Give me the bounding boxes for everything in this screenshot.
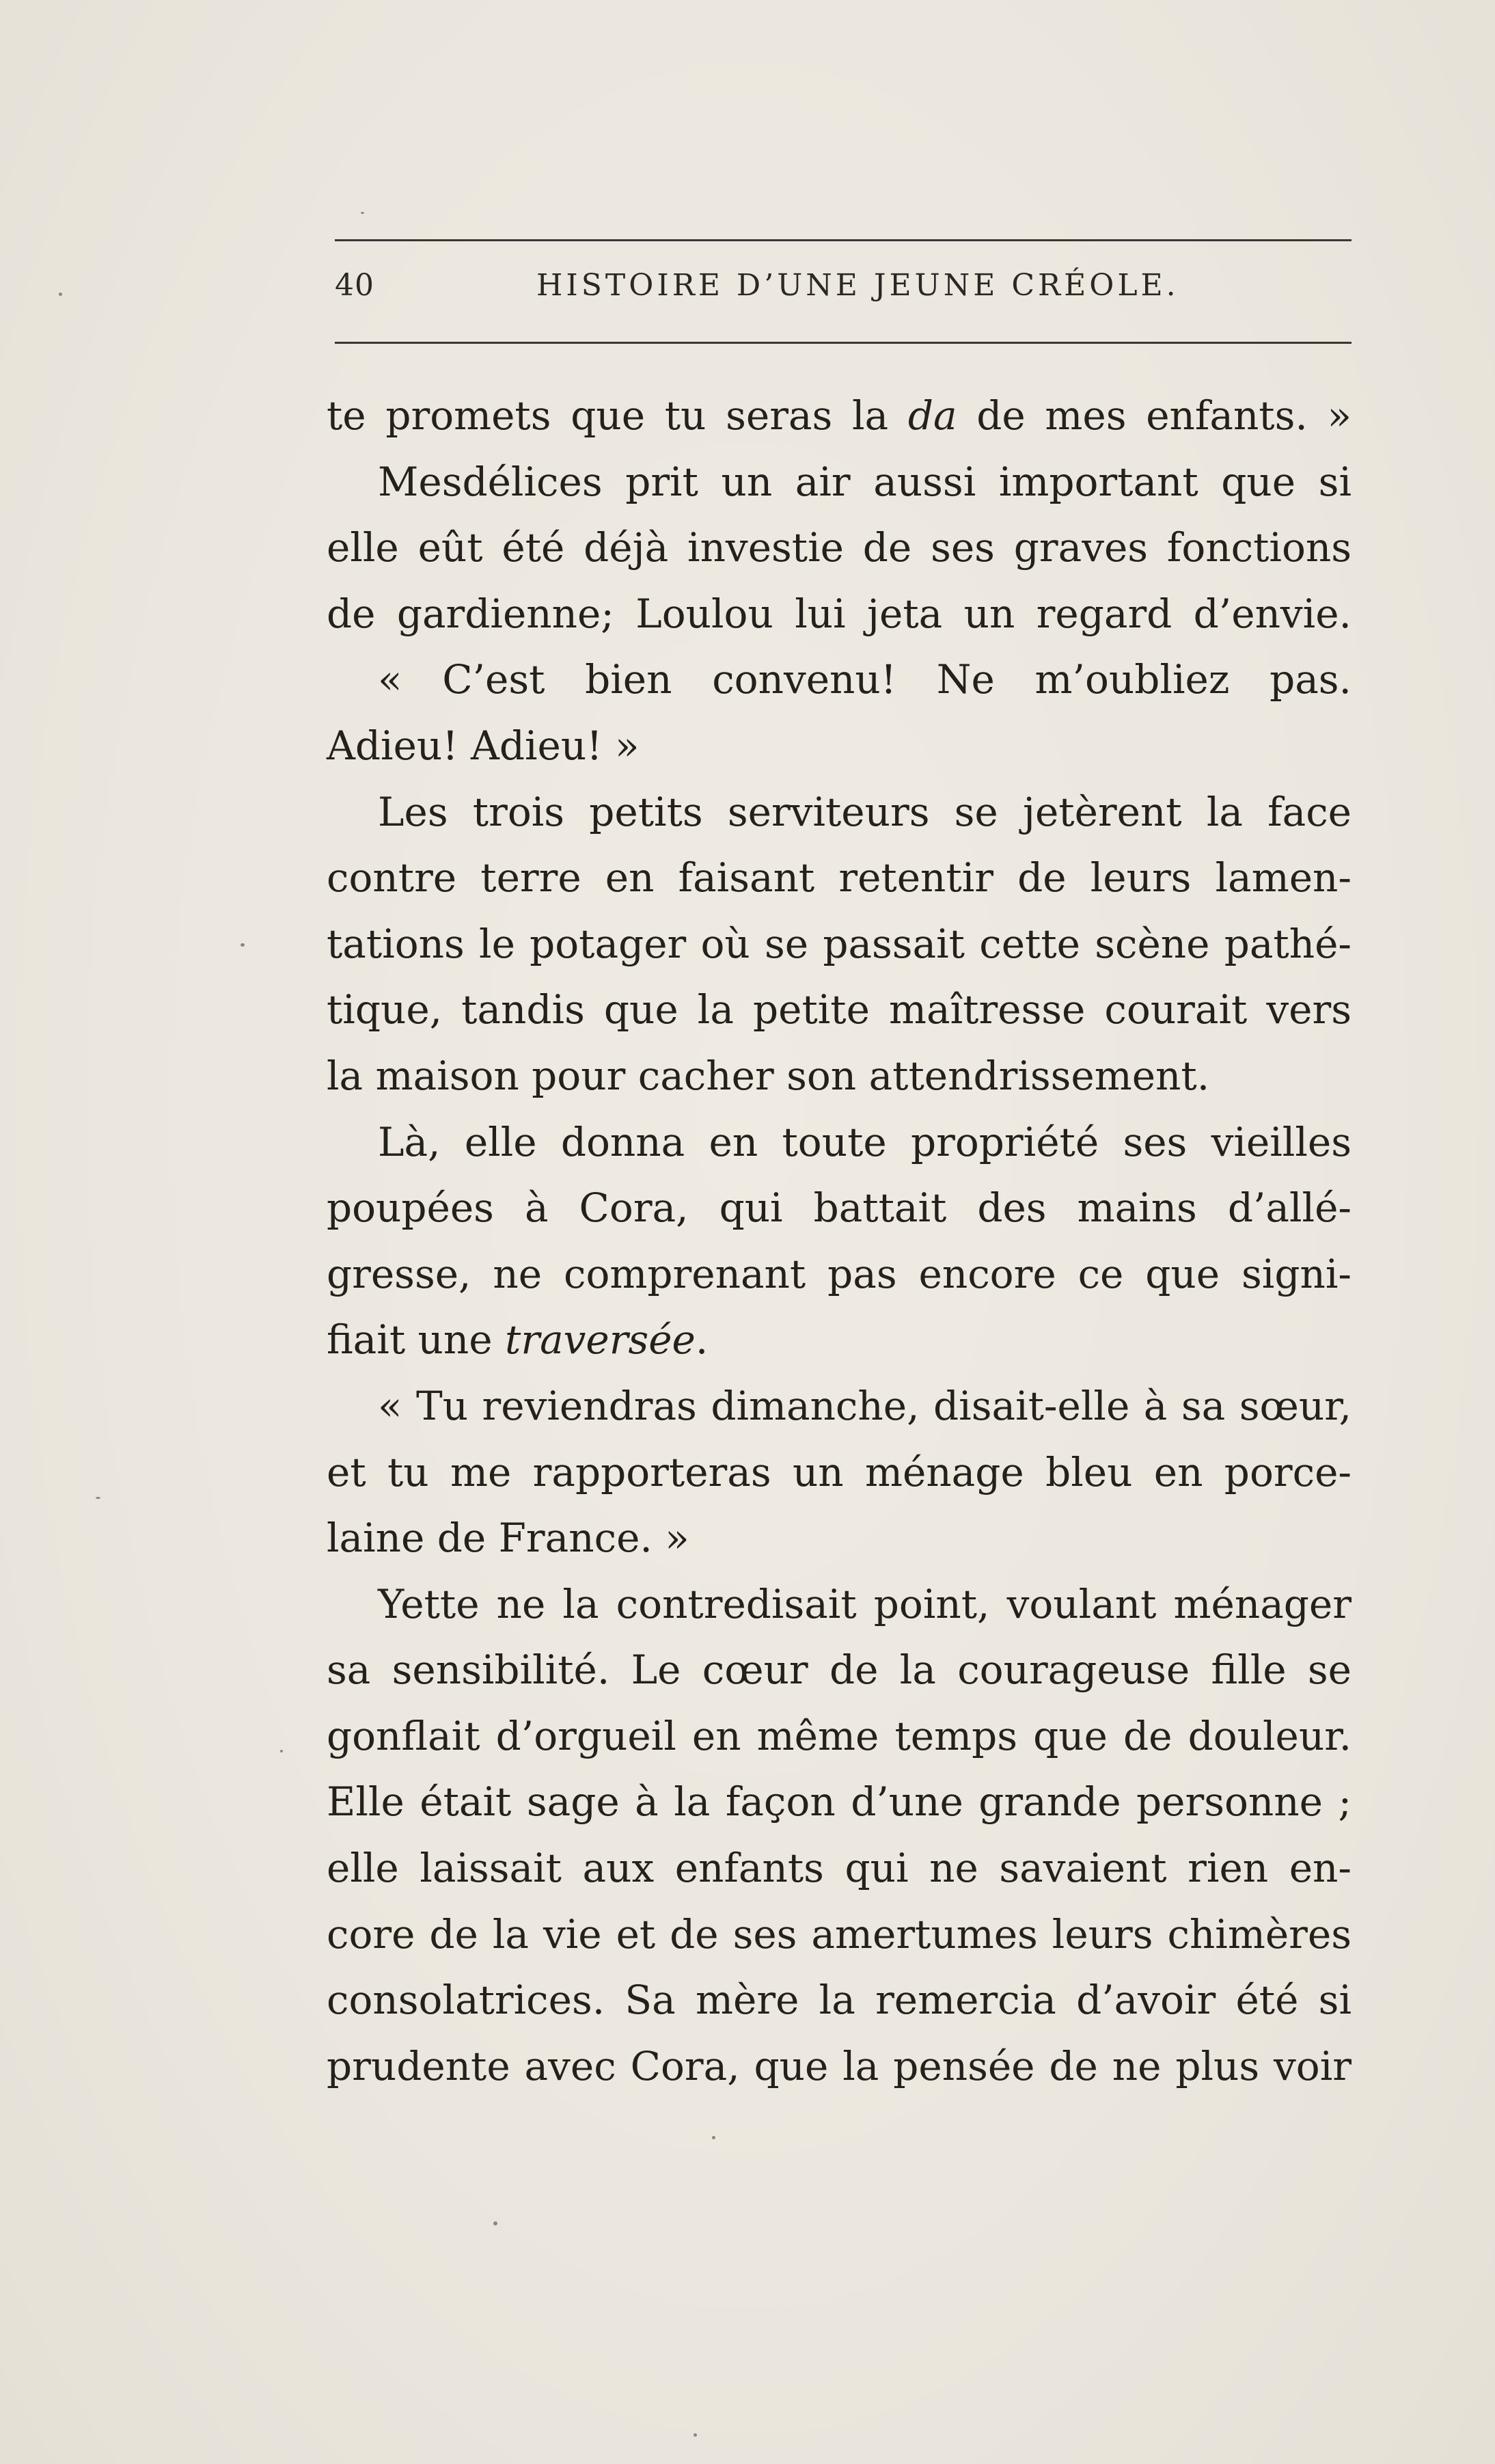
italic-word: da — [907, 392, 957, 439]
paper-speck — [694, 2433, 697, 2437]
text-line: core de la vie et de ses amertumes leurs chimères — [327, 1910, 1352, 1958]
header-top-rule — [335, 239, 1352, 241]
text-line: elle laissait aux enfants qui ne savaient rien en- — [327, 1845, 1352, 1892]
text-line: la maison pour cacher son attendrissement. — [327, 1052, 1210, 1099]
header-bottom-rule — [335, 342, 1352, 344]
text-line: prudente avec Cora, que la pensée de ne plus voir — [327, 2042, 1352, 2089]
paper-speck — [96, 1497, 100, 1499]
paper-speck — [493, 2221, 497, 2225]
text-line: tique, tandis que la petite maîtresse courait vers — [327, 986, 1352, 1033]
text-line: tations le potager où se passait cette scène pathé- — [327, 920, 1352, 967]
text-line: « C’est bien convenu! Ne m’oubliez pas. — [378, 656, 1352, 703]
italic-word: traversée — [505, 1316, 696, 1364]
running-title: HISTOIRE D’UNE JEUNE CRÉOLE. — [536, 268, 1179, 303]
text-line: gresse, ne comprenant pas encore ce que signi- — [327, 1250, 1352, 1297]
paper-speck — [241, 943, 245, 947]
text-line: poupées à Cora, qui battait des mains d’allé- — [327, 1184, 1352, 1232]
running-head — [335, 268, 1352, 316]
text-line: Là, elle donna en toute propriété ses vieilles — [378, 1118, 1352, 1165]
page-number: 40 — [335, 268, 374, 303]
text-line: elle eût été déjà investie de ses graves fonctions — [327, 524, 1352, 571]
text-line: et tu me rapporteras un ménage bleu en porce- — [327, 1448, 1352, 1495]
text-line: laine de France. » — [327, 1515, 689, 1562]
text-line: Adieu! Adieu! » — [327, 722, 640, 769]
text-line: sa sensibilité. Le cœur de la courageuse fille se — [327, 1647, 1352, 1694]
paper-speck — [280, 1750, 283, 1752]
text-line: de gardienne; Loulou lui jeta un regard d’envie. — [327, 590, 1352, 637]
paper-speck — [361, 212, 364, 214]
text-line: gonflait d’orgueil en même temps que de douleur. — [327, 1712, 1352, 1759]
text-line: consolatrices. Sa mère la remercia d’avoir été si — [327, 1977, 1352, 2024]
paper-speck — [712, 2136, 715, 2139]
body-text — [327, 383, 1352, 2099]
text-line: fiait une traversée. — [327, 1316, 709, 1364]
text-line: Yette ne la contredisait point, voulant ménager — [378, 1580, 1352, 1627]
text-line: Les trois petits serviteurs se jetèrent la face — [378, 788, 1352, 835]
paper-speck — [59, 293, 62, 296]
text-line: Mesdélices prit un air aussi important que si — [378, 458, 1352, 505]
text-line: « Tu reviendras dimanche, disait-elle à sa sœur, — [378, 1382, 1352, 1429]
text-line: te promets que tu seras la da de mes enfants. » — [327, 392, 1352, 439]
text-line: Elle était sage à la façon d’une grande personne ; — [327, 1778, 1352, 1826]
text-line: contre terre en faisant retentir de leurs lamen- — [327, 854, 1352, 902]
